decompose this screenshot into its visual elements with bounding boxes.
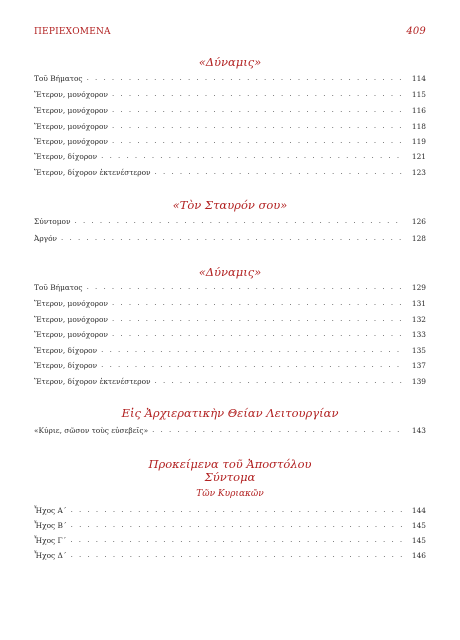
toc-entry-label: Ἦχος Β΄ [34, 521, 67, 530]
toc-entry[interactable] [34, 88, 426, 99]
dot-leader [70, 536, 402, 545]
toc-entry[interactable] [34, 534, 426, 545]
toc-entry-label: Ἕτερον, μονόχορον [34, 299, 108, 308]
toc-entry[interactable] [34, 120, 426, 131]
toc-entry-label: Τοῦ Βήματος [34, 74, 83, 83]
section-title-line2: Σύντομα [204, 470, 256, 484]
toc-entry[interactable] [34, 135, 426, 146]
section-title: Προκείμενα τοῦ Ἀποστόλου [148, 457, 312, 471]
dot-leader [61, 234, 402, 243]
dot-leader [112, 299, 402, 308]
section-subtitle: Τῶν Κυριακῶν [196, 489, 264, 499]
dot-leader [155, 377, 402, 386]
running-head-title: ΠΕΡΙΕΧΟΜΕΝΑ [34, 27, 111, 37]
toc-entry-page: 135 [411, 346, 426, 355]
dot-leader [112, 137, 402, 146]
toc-entry-label: Τοῦ Βήματος [34, 283, 83, 292]
dot-leader [71, 506, 402, 515]
toc-entry-label: Ἦχος Γ΄ [34, 536, 67, 545]
toc-entry-page: 133 [411, 330, 426, 339]
dot-leader [71, 521, 402, 530]
toc-entry-page: 137 [411, 361, 426, 370]
toc-entry[interactable] [34, 375, 426, 386]
toc-entry[interactable] [34, 504, 426, 515]
toc-entry[interactable] [34, 281, 426, 292]
toc-entry-page: 129 [411, 283, 426, 292]
running-head [34, 27, 426, 41]
toc-entry[interactable] [34, 328, 426, 339]
toc-entry[interactable] [34, 519, 426, 530]
toc-entry[interactable] [34, 215, 426, 226]
section-title: «Τὸν Σταυρόν σου» [172, 198, 288, 212]
dot-leader [112, 330, 402, 339]
dot-leader [112, 315, 402, 324]
dot-leader [101, 361, 402, 370]
dot-leader [87, 74, 402, 83]
toc-entry-label: Σύντομον [34, 217, 71, 226]
dot-leader [112, 106, 402, 115]
dot-leader [152, 426, 402, 435]
toc-entry-label: «Κύριε, σῶσον τοὺς εὐσεβεῖς» [34, 426, 149, 435]
toc-entry-page: 119 [411, 137, 426, 146]
toc-entry-label: Ἕτερον, δίχορον [34, 152, 98, 161]
toc-entry-page: 123 [411, 168, 426, 177]
toc-entry[interactable] [34, 297, 426, 308]
toc-entry[interactable] [34, 166, 426, 177]
toc-entry-label: Ἕτερον, δίχορον [34, 361, 98, 370]
toc-entry-page: 126 [411, 217, 426, 226]
toc-entry-page: 114 [411, 74, 426, 83]
toc-entry-label: Ἦχος Δ΄ [34, 551, 67, 560]
dot-leader [87, 283, 402, 292]
dot-leader [101, 346, 402, 355]
toc-entry-page: 121 [411, 152, 426, 161]
toc-entry[interactable] [34, 150, 426, 161]
toc-entry[interactable] [34, 72, 426, 83]
toc-entry-label: Ἕτερον, μονόχορον [34, 106, 108, 115]
toc-entry-page: 115 [411, 90, 426, 99]
toc-entry-label: Ἀργόν [34, 234, 58, 243]
toc-entry[interactable] [34, 313, 426, 324]
toc-entry-page: 132 [411, 315, 426, 324]
page-number: 409 [406, 26, 426, 37]
toc-entry-label: Ἕτερον, μονόχορον [34, 137, 108, 146]
dot-leader [71, 551, 402, 560]
toc-entry-page: 116 [411, 106, 426, 115]
toc-entry-page: 128 [411, 234, 426, 243]
toc-entry-label: Ἕτερον, μονόχορον [34, 122, 108, 131]
dot-leader [75, 217, 403, 226]
section-title: Εἰς Ἀρχιερατικὴν Θείαν Λειτουργίαν [121, 406, 339, 420]
toc-entry[interactable] [34, 359, 426, 370]
toc-entry[interactable] [34, 232, 426, 243]
dot-leader [155, 168, 402, 177]
section-title: «Δύναμις» [198, 55, 262, 69]
toc-entry-page: 144 [411, 506, 426, 515]
toc-entry-label: Ἕτερον, δίχορον [34, 346, 98, 355]
toc-entry-page: 146 [411, 551, 426, 560]
toc-entry-label: Ἕτερον, μονόχορον [34, 315, 108, 324]
toc-entry[interactable] [34, 549, 426, 560]
toc-entry-label: Ἕτερον, μονόχορον [34, 330, 108, 339]
toc-entry-page: 145 [411, 536, 426, 545]
toc-entry-page: 131 [411, 299, 426, 308]
toc-entry-page: 118 [411, 122, 426, 131]
toc-entry-label: Ἦχος Α΄ [34, 506, 67, 515]
toc-entry-label: Ἕτερον, μονόχορον [34, 90, 108, 99]
dot-leader [112, 90, 402, 99]
toc-entry-page: 143 [411, 426, 426, 435]
toc-entry[interactable] [34, 344, 426, 355]
dot-leader [101, 152, 402, 161]
toc-entry-page: 139 [411, 377, 426, 386]
toc-entry-page: 145 [411, 521, 426, 530]
toc-entry-label: Ἕτερον, δίχορον ἐκτενέστερον [34, 168, 151, 177]
section-title: «Δύναμις» [198, 265, 262, 279]
toc-entry[interactable] [34, 104, 426, 115]
toc-entry-label: Ἕτερον, δίχορον ἐκτενέστερον [34, 377, 151, 386]
toc-entry[interactable] [34, 424, 426, 435]
dot-leader [112, 122, 402, 131]
